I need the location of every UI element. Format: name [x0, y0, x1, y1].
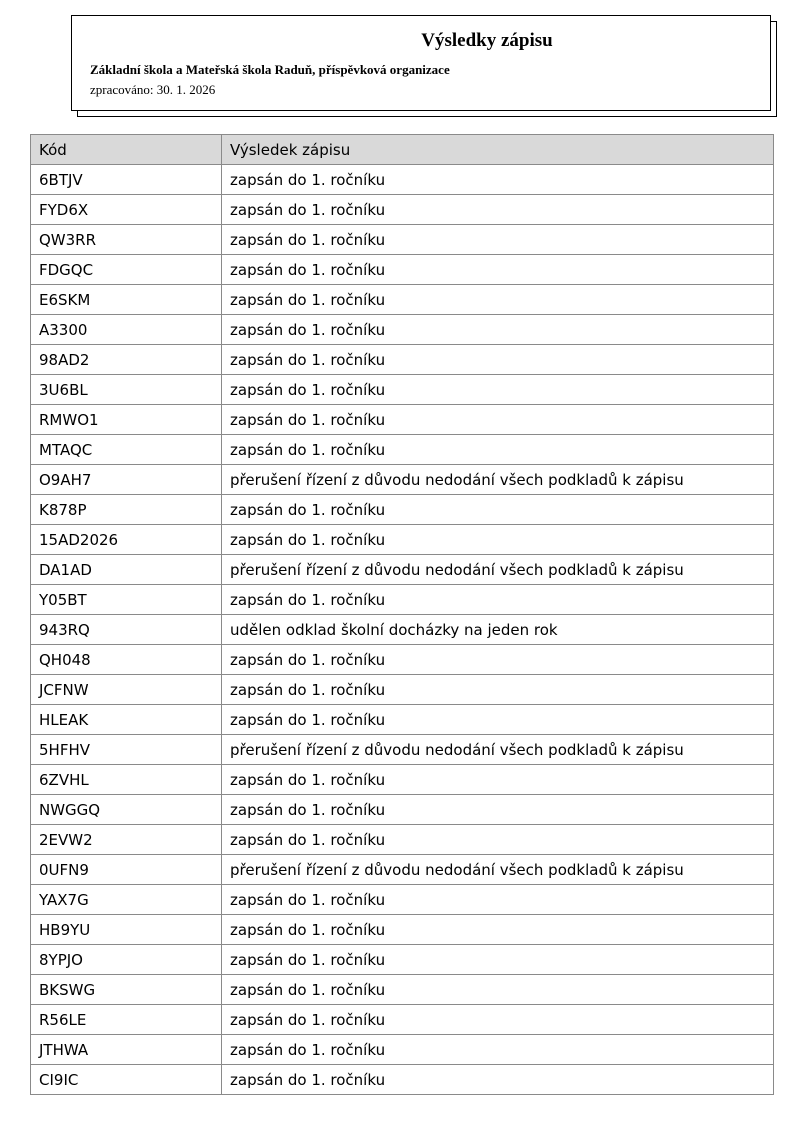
table-row — [31, 255, 774, 285]
cell-result: přerušení řízení z důvodu nedodání všech podkladů k zápisu — [222, 855, 774, 885]
table-row — [31, 945, 774, 975]
cell-code: MTAQC — [31, 435, 222, 465]
cell-result: zapsán do 1. ročníku — [222, 975, 774, 1005]
cell-code: K878P — [31, 495, 222, 525]
table-row — [31, 735, 774, 765]
table-row — [31, 195, 774, 225]
cell-result: zapsán do 1. ročníku — [222, 435, 774, 465]
cell-code: CI9IC — [31, 1065, 222, 1095]
cell-code: Y05BT — [31, 585, 222, 615]
cell-result: zapsán do 1. ročníku — [222, 645, 774, 675]
cell-result: zapsán do 1. ročníku — [222, 1035, 774, 1065]
cell-code: 943RQ — [31, 615, 222, 645]
results-body — [31, 165, 774, 1095]
table-row — [31, 1035, 774, 1065]
table-row — [31, 375, 774, 405]
table-row — [31, 885, 774, 915]
cell-code: BKSWG — [31, 975, 222, 1005]
column-header-result: Výsledek zápisu — [222, 135, 774, 165]
cell-result: zapsán do 1. ročníku — [222, 945, 774, 975]
table-row — [31, 465, 774, 495]
table-row — [31, 495, 774, 525]
cell-code: 6ZVHL — [31, 765, 222, 795]
cell-result: zapsán do 1. ročníku — [222, 315, 774, 345]
cell-result: udělen odklad školní docházky na jeden rok — [222, 615, 774, 645]
cell-code: FYD6X — [31, 195, 222, 225]
table-row — [31, 1005, 774, 1035]
cell-code: QH048 — [31, 645, 222, 675]
cell-result: přerušení řízení z důvodu nedodání všech podkladů k zápisu — [222, 735, 774, 765]
table-row — [31, 855, 774, 885]
page-title: Výsledky zápisu — [421, 30, 553, 51]
cell-result: zapsán do 1. ročníku — [222, 675, 774, 705]
cell-code: FDGQC — [31, 255, 222, 285]
cell-result: zapsán do 1. ročníku — [222, 705, 774, 735]
cell-code: HB9YU — [31, 915, 222, 945]
cell-code: 6BTJV — [31, 165, 222, 195]
table-row — [31, 705, 774, 735]
cell-result: zapsán do 1. ročníku — [222, 915, 774, 945]
table-row — [31, 225, 774, 255]
cell-result: zapsán do 1. ročníku — [222, 795, 774, 825]
cell-result: zapsán do 1. ročníku — [222, 195, 774, 225]
cell-result: zapsán do 1. ročníku — [222, 495, 774, 525]
table-row — [31, 585, 774, 615]
table-row — [31, 975, 774, 1005]
cell-code: HLEAK — [31, 705, 222, 735]
cell-result: zapsán do 1. ročníku — [222, 405, 774, 435]
table-row — [31, 555, 774, 585]
cell-result: zapsán do 1. ročníku — [222, 285, 774, 315]
table-row — [31, 825, 774, 855]
cell-result: zapsán do 1. ročníku — [222, 825, 774, 855]
cell-result: zapsán do 1. ročníku — [222, 885, 774, 915]
cell-code: QW3RR — [31, 225, 222, 255]
cell-result: zapsán do 1. ročníku — [222, 1005, 774, 1035]
table-row — [31, 435, 774, 465]
table-row — [31, 1065, 774, 1095]
cell-result: zapsán do 1. ročníku — [222, 585, 774, 615]
table-row — [31, 345, 774, 375]
cell-code: 98AD2 — [31, 345, 222, 375]
cell-result: zapsán do 1. ročníku — [222, 375, 774, 405]
cell-result: zapsán do 1. ročníku — [222, 345, 774, 375]
cell-code: NWGGQ — [31, 795, 222, 825]
table-row — [31, 285, 774, 315]
cell-result: přerušení řízení z důvodu nedodání všech podkladů k zápisu — [222, 465, 774, 495]
cell-result: zapsán do 1. ročníku — [222, 1065, 774, 1095]
cell-code: 8YPJO — [31, 945, 222, 975]
table-row — [31, 405, 774, 435]
cell-code: 0UFN9 — [31, 855, 222, 885]
cell-code: 3U6BL — [31, 375, 222, 405]
table-row — [31, 525, 774, 555]
table-row — [31, 615, 774, 645]
cell-code: A3300 — [31, 315, 222, 345]
cell-result: zapsán do 1. ročníku — [222, 225, 774, 255]
table-header-row — [31, 135, 774, 165]
table-row — [31, 645, 774, 675]
cell-code: JCFNW — [31, 675, 222, 705]
cell-code: O9AH7 — [31, 465, 222, 495]
table-row — [31, 765, 774, 795]
table-row — [31, 675, 774, 705]
cell-result: zapsán do 1. ročníku — [222, 165, 774, 195]
cell-code: 2EVW2 — [31, 825, 222, 855]
cell-code: 5HFHV — [31, 735, 222, 765]
cell-code: DA1AD — [31, 555, 222, 585]
cell-result: zapsán do 1. ročníku — [222, 765, 774, 795]
school-name: Základní škola a Mateřská škola Raduň, příspěvková organizace — [90, 62, 450, 77]
cell-code: RMWO1 — [31, 405, 222, 435]
cell-code: R56LE — [31, 1005, 222, 1035]
column-header-code: Kód — [31, 135, 222, 165]
cell-code: E6SKM — [31, 285, 222, 315]
cell-result: zapsán do 1. ročníku — [222, 255, 774, 285]
table-row — [31, 795, 774, 825]
header-box — [71, 15, 771, 111]
processed-date: zpracováno: 30. 1. 2026 — [90, 82, 216, 97]
cell-code: YAX7G — [31, 885, 222, 915]
results-table — [30, 134, 774, 1095]
cell-result: přerušení řízení z důvodu nedodání všech podkladů k zápisu — [222, 555, 774, 585]
table-row — [31, 915, 774, 945]
table-row — [31, 165, 774, 195]
table-row — [31, 315, 774, 345]
cell-code: 15AD2026 — [31, 525, 222, 555]
cell-code: JTHWA — [31, 1035, 222, 1065]
cell-result: zapsán do 1. ročníku — [222, 525, 774, 555]
